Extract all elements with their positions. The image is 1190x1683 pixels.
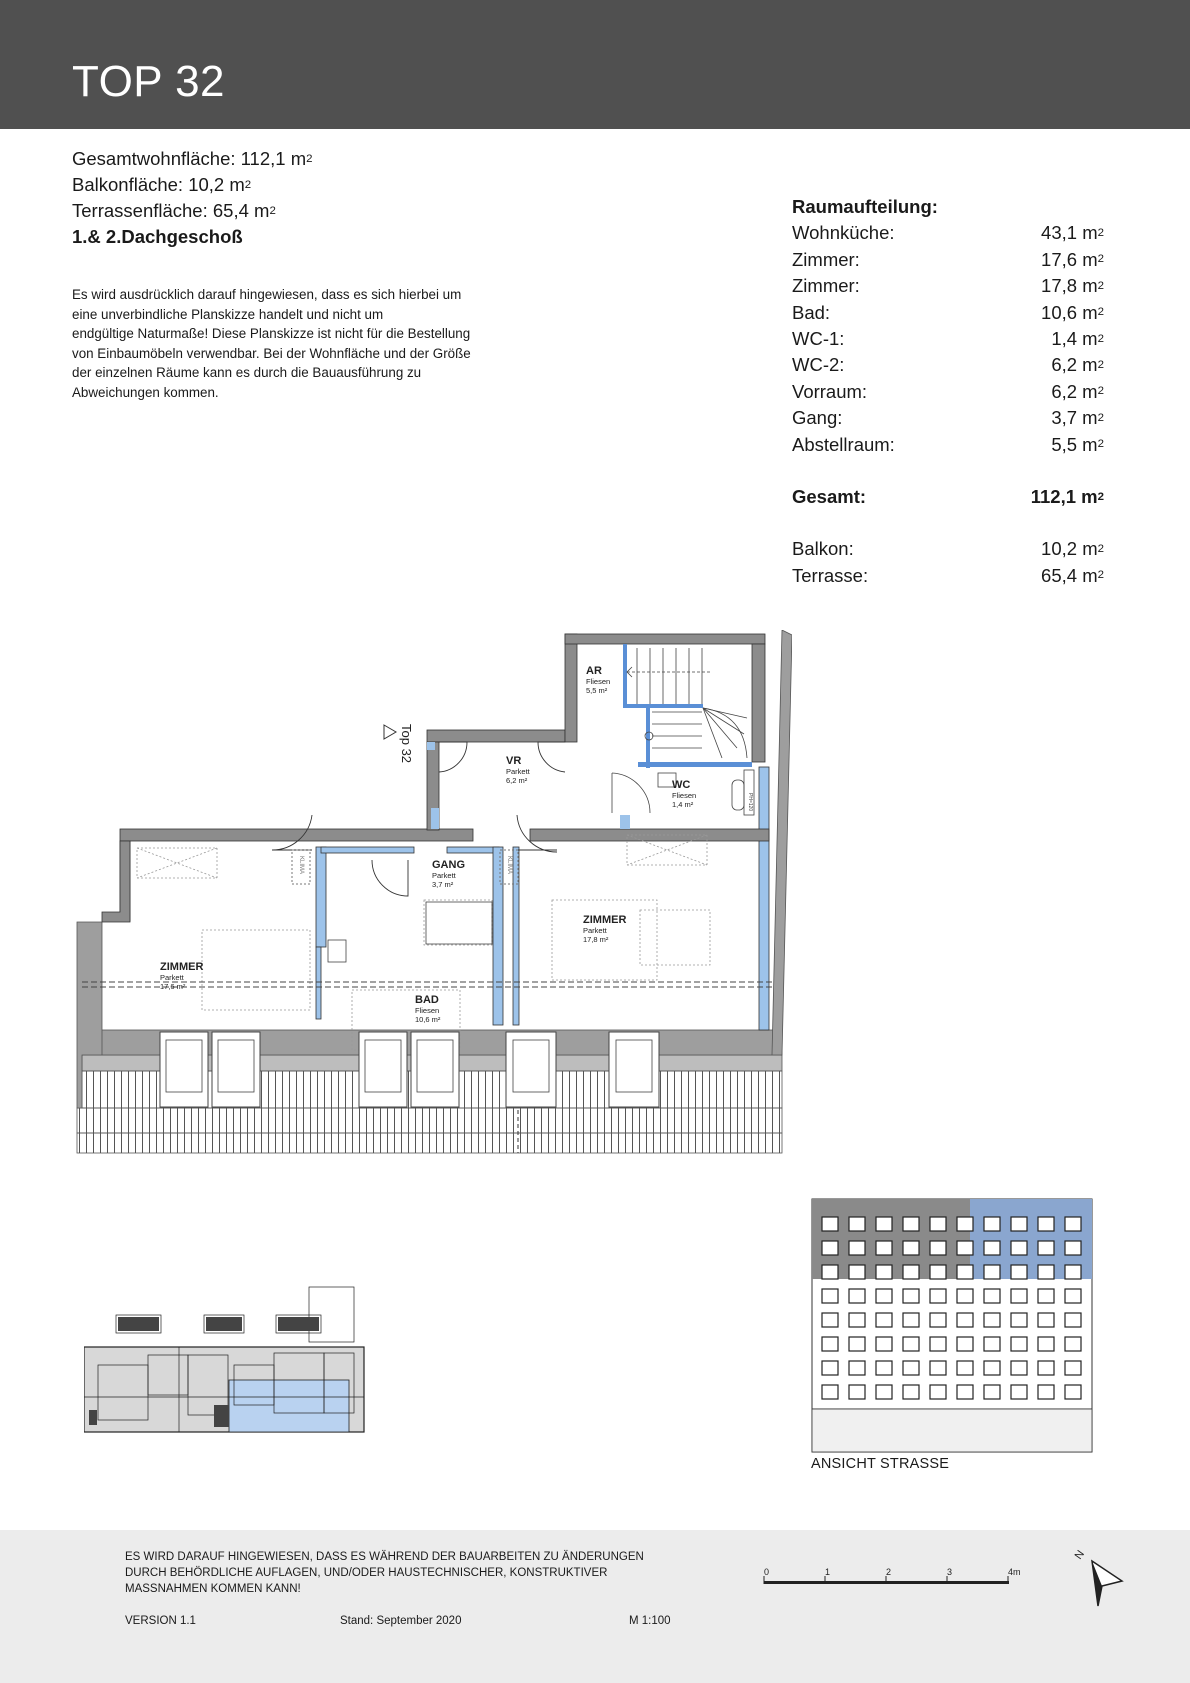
scale-tick-label: 1	[825, 1567, 831, 1577]
room-label-ar: Fliesen	[586, 677, 611, 686]
elevation-window	[849, 1289, 865, 1303]
north-arrow-icon	[1072, 1546, 1132, 1621]
room-schedule	[792, 194, 1104, 589]
elevation-window	[1065, 1361, 1081, 1375]
stand-date: Stand: September 2020	[340, 1615, 462, 1627]
elevation-window	[957, 1361, 973, 1375]
elevation-window	[1065, 1385, 1081, 1399]
elevation-window	[1011, 1289, 1027, 1303]
elevation-window	[957, 1265, 973, 1279]
klima-left: KLIMA	[298, 856, 304, 875]
elevation-window	[984, 1241, 1000, 1255]
elevation-window	[822, 1217, 838, 1231]
ph-label: PH=120	[747, 793, 753, 812]
elevation-window	[1038, 1241, 1054, 1255]
elevation-label: ANSICHT STRASSE	[811, 1456, 950, 1472]
room-row: Vorraum: 6,2 $m^2$	[792, 380, 1104, 402]
room-label-vr: Parkett	[506, 767, 530, 776]
floor-plan	[72, 630, 792, 1180]
room-label-zimmer-left: Parkett	[160, 973, 184, 982]
room-row: WC-1: 1,4 $m^2$	[792, 328, 1104, 350]
room-row: Bad: 10,6 $m^2$	[792, 301, 1104, 323]
header-bar	[0, 0, 1190, 129]
room-label-zimmer-right: ZIMMER	[583, 914, 627, 926]
elevation-window	[1038, 1217, 1054, 1231]
elevation-window	[1011, 1217, 1027, 1231]
elevation-window	[876, 1313, 892, 1327]
scale-bar	[760, 1566, 1030, 1596]
elevation-window	[1011, 1265, 1027, 1279]
room-schedule-heading: Raumaufteilung:	[792, 196, 938, 217]
elevation-window	[957, 1313, 973, 1327]
total-living-area: Gesamtwohnfläche: 112,1 $m^2$	[72, 148, 313, 169]
outdoor-row: Balkon: 10,2 $m^2$	[792, 538, 1104, 560]
room-label-ar: AR	[586, 665, 602, 677]
unit-title: TOP 32	[72, 57, 226, 106]
room-label-bad: Fliesen	[415, 1006, 440, 1015]
footer-note: ES WIRD DARAUF HINGEWIESEN, DASS ES WÄHREND DER BAUARBEITEN ZU ÄNDERUNGEN DURCH BEHÖRDLICHE AUFLAGEN, UND/ODER HAUSTECHNISCHER, KONSTRUKTIVER MASSNAHMEN KOMMEN KANN!	[125, 1551, 644, 1595]
elevation-window	[984, 1289, 1000, 1303]
elevation-window	[930, 1217, 946, 1231]
room-label-vr: 6,2 m²	[506, 776, 528, 785]
elevation-window	[849, 1385, 865, 1399]
elevation-window	[1065, 1337, 1081, 1351]
room-label-zimmer-right: 17,8 m²	[583, 935, 609, 944]
plan-top-label: Top 32	[399, 724, 414, 764]
elevation-window	[1065, 1313, 1081, 1327]
elevation-window	[849, 1361, 865, 1375]
elevation-window	[984, 1361, 1000, 1375]
elevation-window	[822, 1265, 838, 1279]
room-label-bad: BAD	[415, 994, 439, 1006]
elevation-window	[957, 1385, 973, 1399]
elevation-window	[822, 1289, 838, 1303]
floor-level: 1.& 2.Dachgeschoß	[72, 226, 243, 247]
key-plan	[84, 1285, 374, 1435]
elevation-window	[876, 1385, 892, 1399]
elevation-window	[984, 1337, 1000, 1351]
elevation-window	[1065, 1289, 1081, 1303]
elevation-window	[930, 1361, 946, 1375]
elevation-window	[876, 1361, 892, 1375]
elevation-window	[903, 1361, 919, 1375]
room-label-wc: Fliesen	[672, 791, 697, 800]
elevation-window	[1011, 1361, 1027, 1375]
elevation-window	[822, 1241, 838, 1255]
room-label-gang: Parkett	[432, 871, 456, 880]
elevation-window	[930, 1337, 946, 1351]
street-elevation	[810, 1197, 1094, 1453]
elevation-window	[957, 1289, 973, 1303]
elevation-window	[930, 1265, 946, 1279]
elevation-window	[876, 1337, 892, 1351]
elevation-window	[1038, 1265, 1054, 1279]
room-label-gang: 3,7 m²	[432, 880, 454, 889]
room-row: Gang: 3,7 $m^2$	[792, 407, 1104, 429]
outdoor-row: Terrasse: 65,4 $m^2$	[792, 564, 1104, 586]
room-label-ar: 5,5 m²	[586, 686, 608, 695]
elevation-window	[849, 1313, 865, 1327]
elevation-window	[957, 1241, 973, 1255]
scale-tick-label: 4m	[1008, 1567, 1021, 1577]
elevation-window	[957, 1337, 973, 1351]
elevation-window	[1065, 1265, 1081, 1279]
elevation-window	[984, 1313, 1000, 1327]
room-row: WC-2: 6,2 $m^2$	[792, 354, 1104, 376]
elevation-window	[1038, 1385, 1054, 1399]
area-summary	[72, 146, 313, 250]
elevation-window	[1011, 1385, 1027, 1399]
scale-tick-label: 3	[947, 1567, 953, 1577]
room-total-row: Gesamt: 112,1 $m^2$	[792, 486, 1104, 508]
elevation-window	[903, 1241, 919, 1255]
room-row: Zimmer: 17,6 $m^2$	[792, 248, 1104, 270]
elevation-window	[1011, 1241, 1027, 1255]
elevation-window	[903, 1313, 919, 1327]
balcony-area: Balkonfläche: 10,2 $m^2$	[72, 174, 252, 195]
room-label-zimmer-left: 17,6 m²	[160, 982, 186, 991]
elevation-window	[984, 1385, 1000, 1399]
scale-ratio: M 1:100	[629, 1615, 671, 1627]
elevation-window	[903, 1385, 919, 1399]
room-label-bad: 10,6 m²	[415, 1015, 441, 1024]
elevation-window	[822, 1337, 838, 1351]
room-label-vr: VR	[506, 755, 522, 767]
elevation-window	[903, 1265, 919, 1279]
room-label-zimmer-left: ZIMMER	[160, 961, 204, 973]
elevation-window	[930, 1313, 946, 1327]
elevation-window	[822, 1361, 838, 1375]
room-label-wc: 1,4 m²	[672, 800, 694, 809]
elevation-window	[984, 1217, 1000, 1231]
elevation-window	[930, 1289, 946, 1303]
room-label-gang: GANG	[432, 859, 465, 871]
elevation-window	[930, 1241, 946, 1255]
scale-tick-label: 0	[764, 1567, 770, 1577]
elevation-window	[930, 1385, 946, 1399]
elevation-window	[957, 1217, 973, 1231]
elevation-window	[1038, 1313, 1054, 1327]
elevation-window	[849, 1217, 865, 1231]
elevation-window	[1038, 1337, 1054, 1351]
klima-right: KLIMA	[506, 856, 512, 875]
room-row: Abstellraum: 5,5 $m^2$	[792, 433, 1104, 455]
scale-tick-label: 2	[886, 1567, 892, 1577]
elevation-window	[1038, 1289, 1054, 1303]
room-row: Wohnküche: 43,1 $m^2$	[792, 222, 1104, 244]
version: VERSION 1.1	[125, 1615, 196, 1627]
elevation-window	[849, 1265, 865, 1279]
elevation-window	[849, 1337, 865, 1351]
room-row: Zimmer: 17,8 $m^2$	[792, 275, 1104, 297]
elevation-window	[876, 1217, 892, 1231]
elevation-window	[876, 1289, 892, 1303]
elevation-window	[876, 1265, 892, 1279]
footer	[0, 1530, 1190, 1683]
elevation-window	[822, 1385, 838, 1399]
elevation-window	[1011, 1313, 1027, 1327]
elevation-window	[903, 1217, 919, 1231]
elevation-window	[1011, 1337, 1027, 1351]
elevation-window	[822, 1313, 838, 1327]
elevation-window	[903, 1289, 919, 1303]
room-label-wc: WC	[672, 779, 691, 791]
terrace-area: Terrassenfläche: 65,4 $m^2$	[72, 200, 276, 221]
elevation-window	[1038, 1361, 1054, 1375]
room-label-zimmer-right: Parkett	[583, 926, 607, 935]
elevation-window	[903, 1337, 919, 1351]
elevation-window	[1065, 1241, 1081, 1255]
disclaimer-text: Es wird ausdrücklich darauf hingewiesen, dass es sich hierbei um eine unverbindliche Planskizze handelt und nicht um endgültige Naturmaße! Diese Planskizze ist nicht für die Bestellung von Einbaumöbeln verwendbar. Bei der Wohnfläche und der Größe der einzelnen Räume kann es durch die Bauausführung zu Abweichungen kommen.	[72, 287, 471, 400]
elevation-window	[849, 1241, 865, 1255]
svg-text:N: N	[1072, 1548, 1088, 1562]
elevation-window	[984, 1265, 1000, 1279]
elevation-window	[1065, 1217, 1081, 1231]
elevation-window	[876, 1241, 892, 1255]
